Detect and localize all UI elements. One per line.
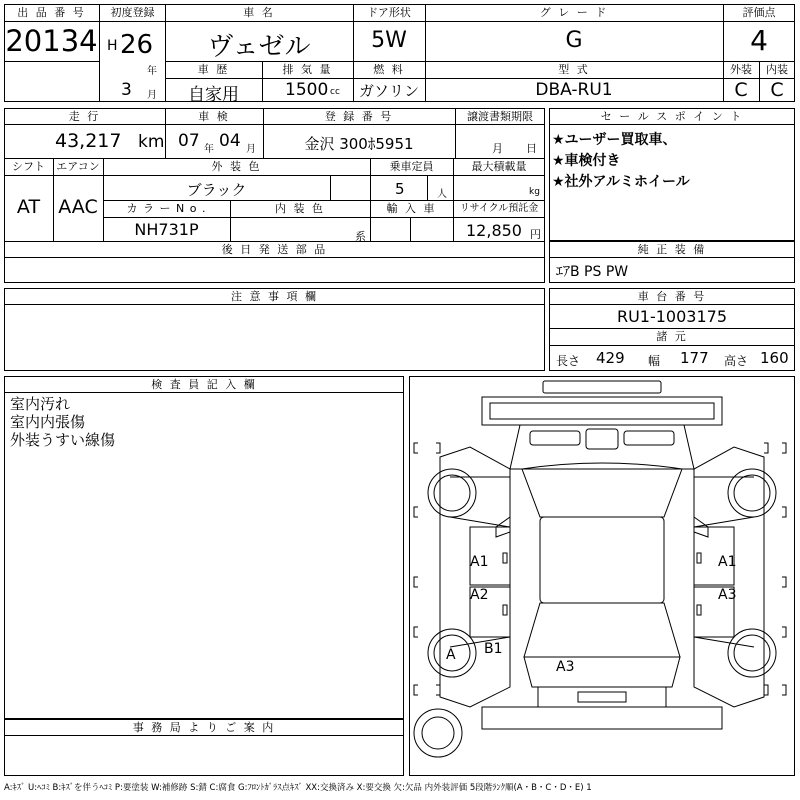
reg-year: 26 bbox=[120, 30, 154, 60]
door: 5W bbox=[371, 28, 407, 53]
transfer-day-unit: 日 bbox=[526, 142, 537, 155]
capacity-unit: 人 bbox=[437, 189, 447, 200]
capacity: 5 bbox=[395, 180, 405, 198]
chassis-label: 車 台 番 号 bbox=[637, 290, 707, 303]
ac-label: エアコン bbox=[56, 160, 100, 173]
sales-point-1: ★ユーザー買取車、 bbox=[552, 132, 677, 148]
inspection-label: 車 検 bbox=[198, 110, 230, 123]
recycle-label: リサイクル預託金 bbox=[459, 203, 539, 214]
inspection-year-unit: 年 bbox=[204, 144, 214, 155]
grade: G bbox=[565, 28, 583, 53]
fuel-label: 燃 料 bbox=[373, 63, 405, 76]
equipment-value: ｴｱB PS PW bbox=[556, 264, 629, 280]
color-no: NH731P bbox=[134, 220, 199, 239]
sales-point-2: ★車検付き bbox=[552, 153, 621, 169]
import-label: 輸 入 車 bbox=[386, 202, 437, 215]
damage-a1-left: A1 bbox=[470, 554, 489, 570]
plate: 金沢 300ﾎ5951 bbox=[304, 135, 414, 153]
exterior-grade: C bbox=[734, 79, 748, 101]
damage-a2-left: A2 bbox=[470, 587, 489, 603]
car-name-label: 車 名 bbox=[243, 6, 275, 19]
equipment-label: 純 正 装 備 bbox=[637, 243, 707, 256]
displacement: 1500 bbox=[285, 80, 329, 100]
interior-color-unit: 系 bbox=[355, 230, 366, 243]
inspection-month: 04 bbox=[219, 131, 241, 151]
car-name: ヴェゼル bbox=[207, 32, 311, 62]
grade-label: グ レ ー ド bbox=[539, 6, 609, 19]
usage: 自家用 bbox=[188, 85, 239, 105]
legend: A:ｷｽﾞ U:ﾍｺﾐ B:ｷｽﾞを伴うﾍｺﾐ P:要塗装 W:補修跡 S:錆 C:腐食 G:ﾌﾛﾝﾄｶﾞﾗｽ点ｷｽﾞ XX:交換済み X:要交換 欠:欠品 内外装評価 5段階ﾗﾝｸ順(A・B・C・D・E) 1 bbox=[4, 783, 592, 793]
height-value: 160 bbox=[760, 349, 789, 367]
reg-era: H bbox=[107, 38, 118, 54]
transfer-month-unit: 月 bbox=[492, 142, 503, 155]
sales-point-label: セ ー ル ス ポ イ ン ト bbox=[600, 110, 744, 123]
interior-grade: C bbox=[770, 79, 784, 101]
mileage-unit: km bbox=[138, 132, 165, 152]
plate-label: 登 録 番 号 bbox=[324, 110, 394, 123]
sales-point-3: ★社外アルミホイール bbox=[552, 174, 690, 190]
remark-1: 室内汚れ bbox=[10, 395, 71, 413]
recycle: 12,850 bbox=[466, 221, 522, 240]
inspection-year: 07 bbox=[178, 131, 200, 151]
interior-label: 内装 bbox=[766, 63, 788, 76]
reg-month-unit: 月 bbox=[147, 90, 157, 101]
mileage: 43,217 bbox=[55, 130, 122, 152]
interior-color-label: 内 装 色 bbox=[275, 202, 325, 215]
damage-a-wheel: A bbox=[446, 647, 456, 663]
width-label: 幅 bbox=[648, 354, 661, 368]
damage-a3-rear: A3 bbox=[556, 659, 575, 675]
exterior-label: 外装 bbox=[730, 63, 752, 76]
score-label: 評価点 bbox=[742, 6, 776, 19]
load-unit: kg bbox=[529, 187, 540, 197]
model-code: DBA-RU1 bbox=[535, 80, 613, 100]
inspection-month-unit: 月 bbox=[246, 144, 256, 155]
width-value: 177 bbox=[680, 349, 709, 367]
usage-label: 車 歴 bbox=[197, 63, 230, 76]
damage-b1: B1 bbox=[484, 641, 503, 657]
damage-a1-right: A1 bbox=[718, 554, 737, 570]
shift: AT bbox=[16, 196, 41, 218]
color-no-label: カ ラ ー N o . bbox=[126, 202, 207, 215]
reg-year-unit: 年 bbox=[147, 66, 157, 77]
fuel: ガソリン bbox=[358, 82, 419, 100]
capacity-label: 乗車定員 bbox=[389, 160, 434, 173]
load-label: 最大積載量 bbox=[471, 160, 527, 173]
lot-no: 20134 bbox=[5, 24, 98, 58]
later-parts-label: 後 日 発 送 部 品 bbox=[221, 243, 328, 256]
color: ブラック bbox=[186, 181, 247, 199]
height-label: 高さ bbox=[724, 354, 749, 368]
remark-3: 外装うすい線傷 bbox=[10, 431, 116, 449]
notes-label: 注 意 事 項 欄 bbox=[231, 290, 318, 303]
office-label: 事 務 局 よ り ご 案 内 bbox=[132, 721, 276, 734]
first-reg-label: 初度登録 bbox=[110, 6, 155, 19]
displacement-unit: cc bbox=[330, 87, 340, 97]
reg-month: 3 bbox=[121, 80, 132, 100]
recycle-unit: 円 bbox=[530, 228, 541, 241]
score: 4 bbox=[750, 24, 768, 57]
chassis-number: RU1-1003175 bbox=[616, 307, 728, 326]
door-label: ドア形状 bbox=[367, 6, 411, 19]
remark-2: 室内内張傷 bbox=[10, 413, 86, 431]
length-label: 長さ bbox=[556, 354, 581, 368]
car-diagram bbox=[409, 376, 795, 776]
length-value: 429 bbox=[596, 349, 625, 367]
shift-label: シフト bbox=[12, 160, 45, 173]
spec-label: 諸 元 bbox=[656, 330, 688, 343]
lot-no-label: 出 品 番 号 bbox=[17, 6, 86, 19]
transfer-label: 譲渡書類期限 bbox=[467, 110, 533, 123]
ac: AAC bbox=[58, 196, 98, 218]
inspector-label: 検 査 員 記 入 欄 bbox=[151, 378, 257, 391]
mileage-label: 走 行 bbox=[68, 110, 101, 123]
color-label: 外 装 色 bbox=[211, 160, 262, 173]
displacement-label: 排 気 量 bbox=[282, 63, 333, 76]
damage-a3-right: A3 bbox=[718, 587, 737, 603]
model-code-label: 型 式 bbox=[558, 63, 590, 76]
